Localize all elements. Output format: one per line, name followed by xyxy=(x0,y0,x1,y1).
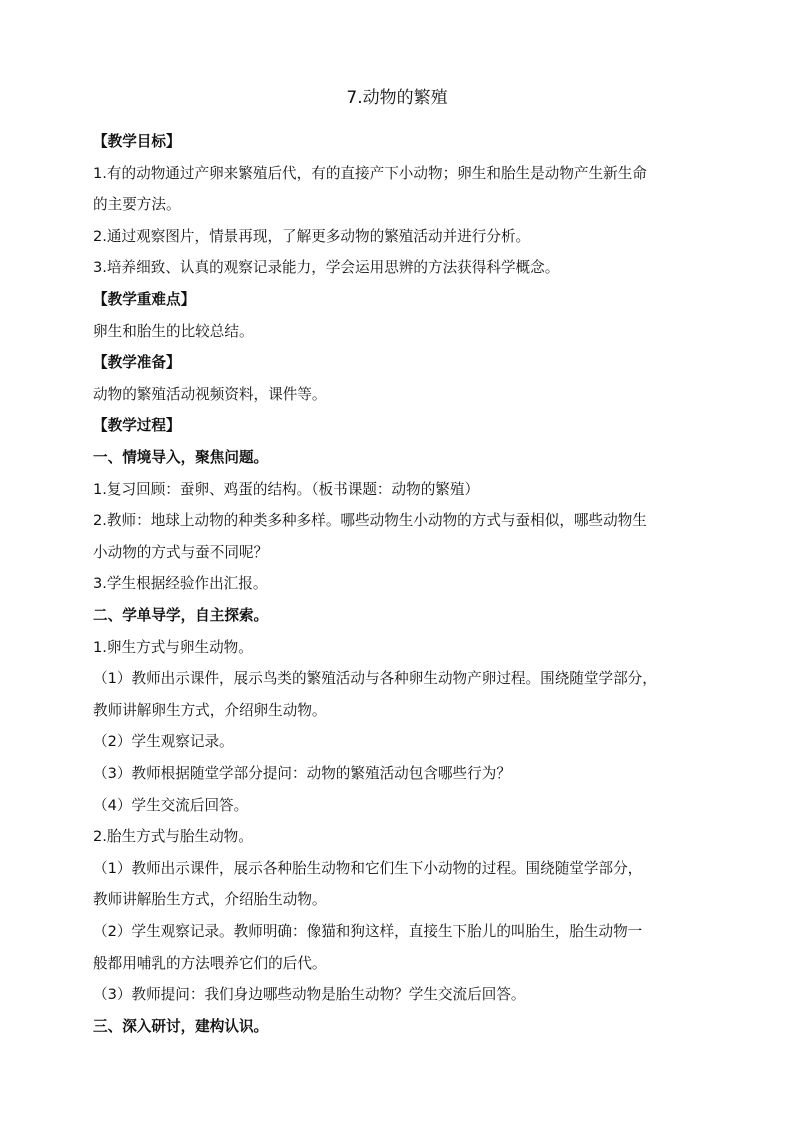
section-heading: 三、深入研讨，建构认识。 xyxy=(93,1017,269,1035)
paragraph-line: 动物的繁殖活动视频资料，课件等。 xyxy=(93,385,327,403)
paragraph-line: （3）教师根据随堂学部分提问：动物的繁殖活动包含哪些行为？ xyxy=(93,765,511,782)
paragraph-line: （1）教师出示课件，展示各种胎生动物和它们生下小动物的过程。围绕随堂学部分， xyxy=(93,859,643,877)
section-heading: 【教学过程】 xyxy=(93,417,181,435)
paragraph-line: 3.学生根据经验作出汇报。 xyxy=(93,575,268,593)
paragraph-line: 2.通过观察图片，情景再现，了解更多动物的繁殖活动并进行分析。 xyxy=(93,227,531,245)
document-title: 7.动物的繁殖 xyxy=(346,88,448,108)
paragraph-line: 卵生和胎生的比较总结。 xyxy=(93,322,254,340)
paragraph-line: 教师讲解卵生方式，介绍卵生动物。 xyxy=(93,701,327,719)
paragraph-line: 的主要方法。 xyxy=(93,196,181,214)
paragraph-line: 小动物的方式与蚕不同呢？ xyxy=(93,543,269,561)
paragraph-line: 教师讲解胎生方式，介绍胎生动物。 xyxy=(93,891,327,909)
paragraph-line: 2.胎生方式与胎生动物。 xyxy=(93,828,253,846)
section-heading: 【教学准备】 xyxy=(93,354,181,372)
paragraph-line: 3.培养细致、认真的观察记录能力，学会运用思辨的方法获得科学概念。 xyxy=(93,259,560,277)
paragraph-line: 1.复习回顾：蚕卵、鸡蛋的结构。（板书课题：动物的繁殖） xyxy=(93,480,480,498)
paragraph-line: （4）学生交流后回答。 xyxy=(93,796,249,814)
paragraph-line: 2.教师：地球上动物的种类多种多样。哪些动物生小动物的方式与蚕相似，哪些动物生 xyxy=(93,512,647,530)
paragraph-line: （1）教师出示课件，展示鸟类的繁殖活动与各种卵生动物产卵过程。围绕随堂学部分， xyxy=(93,670,657,688)
paragraph-line: （2）学生观察记录。教师明确：像猫和狗这样，直接生下胎儿的叫胎生，胎生动物一 xyxy=(93,923,643,940)
section-heading: 【教学重难点】 xyxy=(93,291,196,308)
paragraph-line: （2）学生观察记录。 xyxy=(93,733,234,751)
paragraph-line: （3）教师提问：我们身边哪些动物是胎生动物？学生交流后回答。 xyxy=(93,986,526,1004)
section-heading: 二、学单导学，自主探索。 xyxy=(93,607,269,624)
section-heading: 一、情境导入，聚焦问题。 xyxy=(93,449,269,466)
paragraph-line: 般都用哺乳的方法喂养它们的后代。 xyxy=(93,954,327,972)
paragraph-line: 1.有的动物通过产卵来繁殖后代，有的直接产下小动物；卵生和胎生是动物产生新生命 xyxy=(93,164,647,182)
section-heading: 【教学目标】 xyxy=(93,133,181,150)
paragraph-line: 1.卵生方式与卵生动物。 xyxy=(93,638,253,656)
